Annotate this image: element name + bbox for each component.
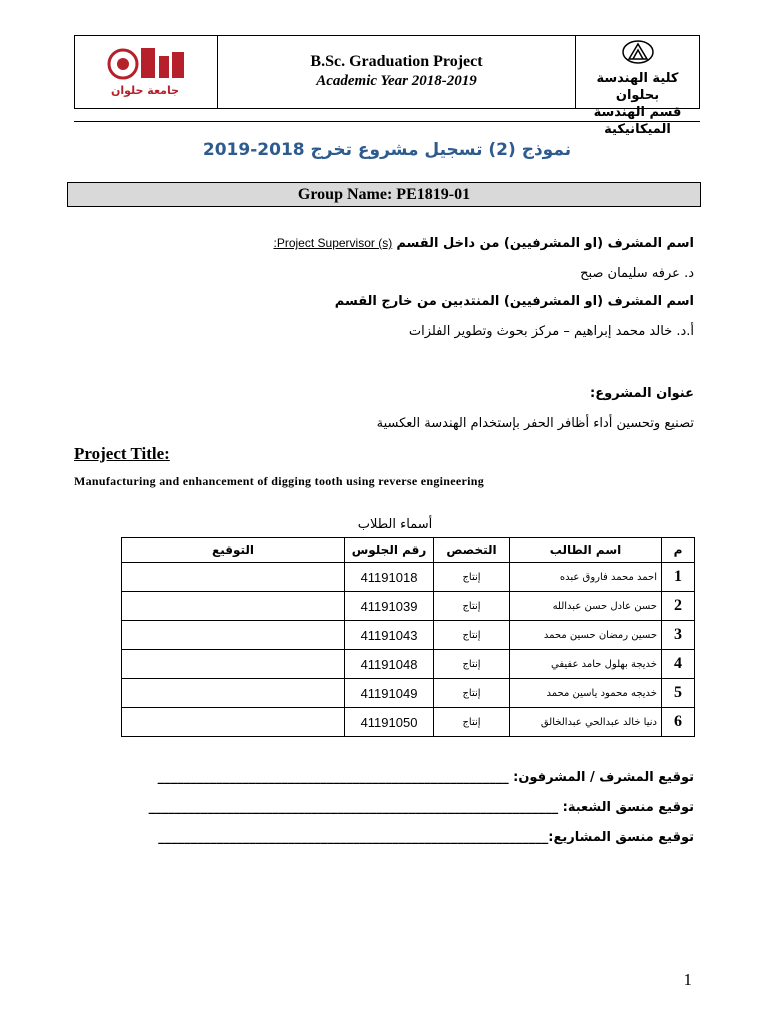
student-seat: 41191018 bbox=[345, 563, 434, 592]
header-name: اسم الطالب bbox=[510, 538, 662, 563]
student-seat: 41191050 bbox=[345, 708, 434, 737]
table-row bbox=[122, 650, 695, 679]
header-divider bbox=[74, 121, 700, 122]
student-no: 2 bbox=[662, 592, 695, 621]
student-spec: إنتاج bbox=[434, 708, 510, 737]
project-title-en: Manufacturing and enhancement of digging tooth using reverse engineering bbox=[74, 474, 485, 488]
student-seat: 41191039 bbox=[345, 592, 434, 621]
supervisor-signature-line: توقيع المشرف / المشرفون: ______________________________________________________ bbox=[157, 770, 694, 785]
header-title: B.Sc. Graduation Project bbox=[310, 53, 483, 70]
academic-year: Academic Year 2018-2019 bbox=[316, 73, 477, 89]
internal-supervisor-label: اسم المشرف (او المشرفيين) من داخل القسم bbox=[396, 236, 694, 251]
department-name: قسم الهندسة الميكانيكية bbox=[593, 105, 682, 137]
student-spec: إنتاج bbox=[434, 650, 510, 679]
student-signature bbox=[122, 679, 345, 708]
students-table bbox=[121, 537, 695, 737]
student-signature bbox=[122, 563, 345, 592]
university-logo-cell bbox=[75, 36, 218, 108]
table-row bbox=[122, 708, 695, 737]
project-header-cell bbox=[218, 36, 576, 108]
project-title-ar: تصنيع وتحسين أداء أظافر الحفر بإستخدام الهندسة العكسية bbox=[376, 416, 694, 431]
student-name: خديجة بهلول حامد عفيفي bbox=[510, 650, 662, 679]
student-signature bbox=[122, 592, 345, 621]
student-spec: إنتاج bbox=[434, 679, 510, 708]
project-title-label: Project Title: bbox=[74, 444, 170, 463]
students-title: أسماء الطلاب bbox=[357, 517, 433, 532]
student-signature bbox=[122, 621, 345, 650]
student-name: حسن عادل حسن عبدالله bbox=[510, 592, 662, 621]
student-name: خديجه محمود ياسين محمد bbox=[510, 679, 662, 708]
internal-supervisor-label-en: Project Supervisor (s): bbox=[273, 236, 393, 250]
student-seat: 41191043 bbox=[345, 621, 434, 650]
header-spec: التخصص bbox=[434, 538, 510, 563]
student-no: 6 bbox=[662, 708, 695, 737]
student-no: 4 bbox=[662, 650, 695, 679]
page-number: 1 bbox=[683, 970, 692, 989]
internal-supervisor-name: د. عرفه سليمان صبح bbox=[580, 266, 694, 281]
table-row bbox=[122, 563, 695, 592]
student-spec: إنتاج bbox=[434, 621, 510, 650]
external-supervisor-name: أ.د. خالد محمد إبراهيم – مركز بحوث وتطوير الفلزات bbox=[408, 324, 694, 339]
faculty-name: كلية الهندسة بحلوان bbox=[596, 71, 679, 103]
header-signature: التوقيع bbox=[122, 538, 345, 563]
students-table-header bbox=[122, 538, 695, 563]
header-box bbox=[74, 35, 700, 137]
helwan-university-logo bbox=[75, 36, 218, 108]
student-signature bbox=[122, 650, 345, 679]
branch-coordinator-signature-line: توقيع منسق الشعبة: _______________________________________________________________ bbox=[148, 800, 694, 815]
projects-coordinator-signature-line: توقيع منسق المشاريع:____________________________________________________________ bbox=[158, 830, 694, 845]
header-no: م bbox=[662, 538, 695, 563]
internal-supervisor-row bbox=[274, 236, 695, 251]
student-spec: إنتاج bbox=[434, 563, 510, 592]
external-supervisor-label: اسم المشرف (او المشرفيين) المنتدبين من خارج القسم bbox=[334, 294, 694, 309]
student-spec: إنتاج bbox=[434, 592, 510, 621]
table-row bbox=[122, 679, 695, 708]
table-row bbox=[122, 621, 695, 650]
table-row bbox=[122, 592, 695, 621]
student-name: احمد محمد فاروق عبده bbox=[510, 563, 662, 592]
student-seat: 41191049 bbox=[345, 679, 434, 708]
form-title: نموذج (2) تسجيل مشروع تخرج 2018-2019 bbox=[202, 140, 572, 160]
student-seat: 41191048 bbox=[345, 650, 434, 679]
group-name: Group Name: PE1819-01 bbox=[67, 182, 701, 207]
student-name: حسين رمضان حسين محمد bbox=[510, 621, 662, 650]
student-name: دنيا خالد عبدالحي عبدالخالق bbox=[510, 708, 662, 737]
faculty-logo-icon bbox=[621, 39, 655, 65]
student-no: 5 bbox=[662, 679, 695, 708]
student-no: 3 bbox=[662, 621, 695, 650]
faculty-cell bbox=[576, 36, 699, 137]
student-signature bbox=[122, 708, 345, 737]
student-no: 1 bbox=[662, 563, 695, 592]
logo-text: جامعة حلوان bbox=[110, 84, 180, 97]
project-title-ar-label: عنوان المشروع: bbox=[590, 386, 694, 401]
header-seat: رقم الجلوس bbox=[345, 538, 434, 563]
